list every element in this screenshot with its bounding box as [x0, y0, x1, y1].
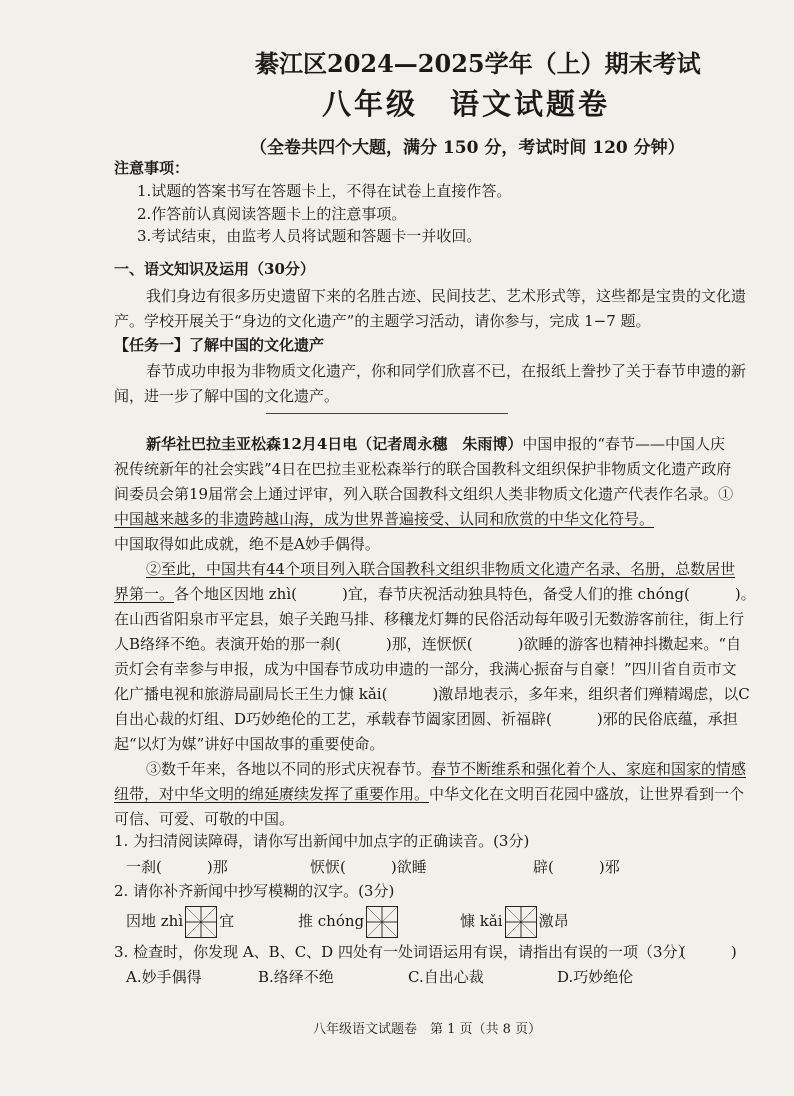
option-b[interactable]: B.络绎不绝: [258, 968, 334, 986]
exam-subtitle: 八年级 语文试题卷: [322, 87, 611, 121]
page-footer: 八年级语文试题卷 第 1 页（共 8 页）: [313, 1022, 542, 1037]
option-d[interactable]: D.巧妙绝伦: [557, 968, 634, 986]
article-underlined-sentence: 中国越来越多的非遗跨越山海，成为世界普遍接受、认同和欣赏的中华文化符号。: [114, 510, 655, 528]
exam-note: （全卷共四个大题，满分 150 分，考试时间 120 分钟）: [250, 138, 685, 158]
task-heading: 【任务一】了解中国的文化遗产: [114, 336, 325, 354]
notice-heading: 注意事项：: [114, 159, 190, 177]
writing-grid[interactable]: [185, 906, 217, 938]
task-text: 闻，进一步了解中国的文化遗产。: [114, 387, 340, 405]
answer-blank[interactable]: 辟( )邪: [533, 858, 620, 876]
notice-item: 3.考试结束，由监考人员将试题和答题卡一并收回。: [137, 227, 482, 245]
option-a[interactable]: A.妙手偶得: [126, 968, 202, 986]
pinyin-label: 慷 kǎi: [460, 912, 503, 930]
article-line: 人B络绎不绝。表演开始的那一刹( )那，连恹恹( )欲睡的游客也精神抖擞起来。“自: [114, 635, 742, 653]
article-line: [114, 787, 744, 802]
writing-grid[interactable]: [505, 906, 537, 938]
article-underlined-sentence: 界第一。: [114, 585, 175, 603]
fill-item: [298, 904, 400, 938]
pinyin-label: 因地 zhì: [126, 912, 184, 930]
answer-blank[interactable]: 恹恹( )欲睡: [310, 858, 427, 876]
article-text: 各个地区因地 zhì( )宜，春节庆祝活动独具特色，备受人们的推 chóng( )。: [174, 585, 756, 603]
article-text: 中国申报的“春节——中国人庆: [522, 435, 725, 453]
fill-suffix: 宜: [219, 912, 235, 930]
question-2: 2. 请你补齐新闻中抄写模糊的汉字。(3分): [114, 882, 395, 900]
intro-text: 我们身边有很多历史遗留下来的名胜古迹、民间技艺、艺术形式等，这些都是宝贵的文化遗: [146, 287, 747, 305]
article-line: 贡灯会有幸参与申报，成为中国春节成功申遗的一部分，我满心振奋与自豪！”四川省自贡市文: [114, 660, 737, 678]
article-line: [146, 762, 746, 777]
fill-item: [460, 904, 569, 938]
article-line: 自出心裁的灯组、D巧妙绝伦的工艺，承载春节阖家团圆、祈福辟( )邪的民俗底蕴，承担: [114, 710, 738, 728]
article-text: ③数千年来，各地以不同的形式庆祝春节。: [146, 760, 432, 778]
answer-paren[interactable]: ( ): [680, 943, 737, 961]
exam-title: 綦江区2024—2025学年（上）期末考试: [255, 49, 701, 78]
question-3: 3. 检查时，你发现 A、B、C、D 四处有一处词语运用有误，请指出有误的一项（3分）: [114, 943, 693, 961]
notice-item: 2.作答前认真阅读答题卡上的注意事项。: [137, 205, 407, 223]
article-dateline: 新华社巴拉圭亚松森12月4日电（记者周永穗 朱雨博）: [146, 435, 523, 453]
pinyin-label: 推 chóng: [298, 912, 365, 930]
article-line: 祝传统新年的社会实践”4日在巴拉圭亚松森举行的联合国教科文组织保护非物质文化遗产政府: [114, 460, 732, 478]
fill-item: [126, 904, 234, 938]
option-c[interactable]: C.自出心裁: [408, 968, 484, 986]
article-underlined-sentence: ②至此，中国共有44个项目列入联合国教科文组织非物质文化遗产名录、名册，总数居世: [146, 560, 736, 578]
article-line: [146, 437, 725, 452]
task-text: 春节成功申报为非物质文化遗产，你和同学们欣喜不已，在报纸上誊抄了关于春节申遗的新: [146, 362, 747, 380]
answer-blank[interactable]: 一刹( )那: [126, 858, 228, 876]
intro-text: 产。学校开展关于“身边的文化遗产”的主题学习活动，请你参与，完成 1−7 题。: [114, 312, 651, 330]
writing-grid[interactable]: [366, 906, 398, 938]
fill-suffix: 激昂: [538, 912, 569, 930]
divider: [266, 413, 508, 414]
article-underlined-sentence: 纽带，对中华文明的绵延赓续发挥了重要作用。: [114, 785, 430, 803]
question-1: 1. 为扫清阅读障碍，请你写出新闻中加点字的正确读音。(3分): [114, 832, 530, 850]
article-line: 间委员会第19届常会上通过评审，列入联合国教科文组织人类非物质文化遗产代表作名录。①: [114, 485, 734, 503]
article-line: [114, 587, 756, 602]
article-line: 起“以灯为媒”讲好中国故事的重要使命。: [114, 735, 385, 753]
article-line: 中国取得如此成就，绝不是A妙手偶得。: [114, 535, 380, 553]
section-heading: 一、语文知识及运用（30分）: [114, 260, 315, 278]
article-line: 化广播电视和旅游局副局长王生力慷 kǎi( )激昂地表示，多年来，组织者们殚精竭虑，以C: [114, 685, 750, 703]
article-underlined-sentence: 春节不断维系和强化着个人、家庭和国家的情感: [431, 760, 747, 778]
notice-item: 1.试题的答案书写在答题卡上，不得在试卷上直接作答。: [137, 182, 512, 200]
article-line: 可信、可爱、可敬的中国。: [114, 810, 295, 828]
article-line: 在山西省阳泉市平定县，娘子关跑马排、移穰龙灯舞的民俗活动每年吸引无数游客前往，街上行: [114, 610, 745, 628]
article-text: 中华文化在文明百花园中盛放，让世界看到一个: [429, 785, 745, 803]
